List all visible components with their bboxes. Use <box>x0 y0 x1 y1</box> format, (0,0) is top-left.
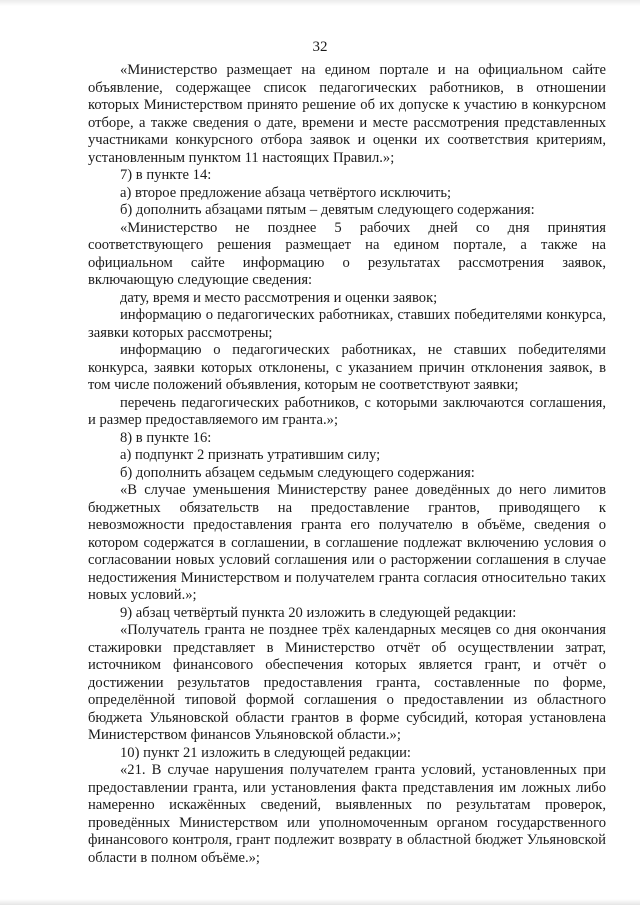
page-number: 32 <box>312 39 328 55</box>
paragraph: дату, время и место рассмотрения и оценки заявок; <box>120 289 438 306</box>
scan-top-edge <box>0 0 640 6</box>
paragraph: информацию о педагогических работниках, не ставших победителями конкурса, заявки которых отклонены, с указанием причин отклонения заявок, в том числе положений объявления, которым не соответствуют заявки; <box>88 342 606 393</box>
paragraph: информацию о педагогических работниках, ставших победителями конкурса, заявки которых рассмотрены; <box>88 307 606 341</box>
paragraph: «21. В случае нарушения получателем гранта условий, установленных при предоставлении гранта, или установления факта представления им ложных либо намеренно искажённых сведений, выявленных по результатам проверок, проведённых Министерством или уполномоченным органом государственного финансового контроля, грант подлежит возврату в областной бюджет Ульяновской области в полном объёме.»; <box>88 762 606 866</box>
paragraph: 7) в пункте 14: <box>120 167 212 183</box>
paragraph: 9) абзац четвёртый пункта 20 изложить в следующей редакции: <box>120 604 517 621</box>
document-body <box>88 62 606 867</box>
paragraph: б) дополнить абзацами пятым – девятым следующего содержания: <box>120 202 535 218</box>
paragraph: а) подпункт 2 признать утратившим силу; <box>120 447 381 463</box>
paragraph: «Министерство размещает на едином портале и на официальном сайте объявление, содержащее список педагогических работников, в отношении которых Министерством принято решение об их допуске к участию в конкурсном отборе, а также сведения о дате, времени и месте рассмотрения представленных участниками конкурсного отбора заявок и оценки их соответствия критериям, установленным пунктом 11 настоящих Правил.»; <box>88 62 606 166</box>
paragraph: б) дополнить абзацем седьмым следующего содержания: <box>120 464 475 481</box>
paragraph: «Министерство не позднее 5 рабочих дней со дня принятия соответствующего решения размещает на едином портале, а также на официальном сайте информацию о результатах рассмотрения заявок, включающую следующие сведения: <box>88 219 606 288</box>
paragraph: 8) в пункте 16: <box>120 429 212 446</box>
paragraph: 10) пункт 21 изложить в следующей редакции: <box>120 744 411 761</box>
paragraph: «Получатель гранта не позднее трёх календарных месяцев со дня окончания стажировки представляет в Министерство отчёт об осуществлении затрат, источником финансового обеспечения которых является грант, и отчёт о достижении результатов предоставления гранта, составленные по форме, определённой типовой формой соглашения о предоставлении из областного бюджета Ульяновской области грантов в форме субсидий, которая установлена Министерством финансов Ульяновской области.»; <box>88 622 606 743</box>
scan-bottom-edge <box>0 899 640 905</box>
paragraph: перечень педагогических работников, с которыми заключаются соглашения, и размер предоставляемого им гранта.»; <box>88 394 606 428</box>
paragraph: «В случае уменьшения Министерству ранее доведённых до него лимитов бюджетных обязательств на предоставление грантов, приводящего к невозможности предоставления гранта его получателю в объёме, сведения о котором содержатся в соглашении, в соглашение подлежат включению условия о согласовании новых условий соглашения или о расторжении соглашения в случае недостижения Министерством и получателем гранта согласия относительно таких новых условий.»; <box>88 482 606 603</box>
paragraph: а) второе предложение абзаца четвёртого исключить; <box>120 184 452 201</box>
